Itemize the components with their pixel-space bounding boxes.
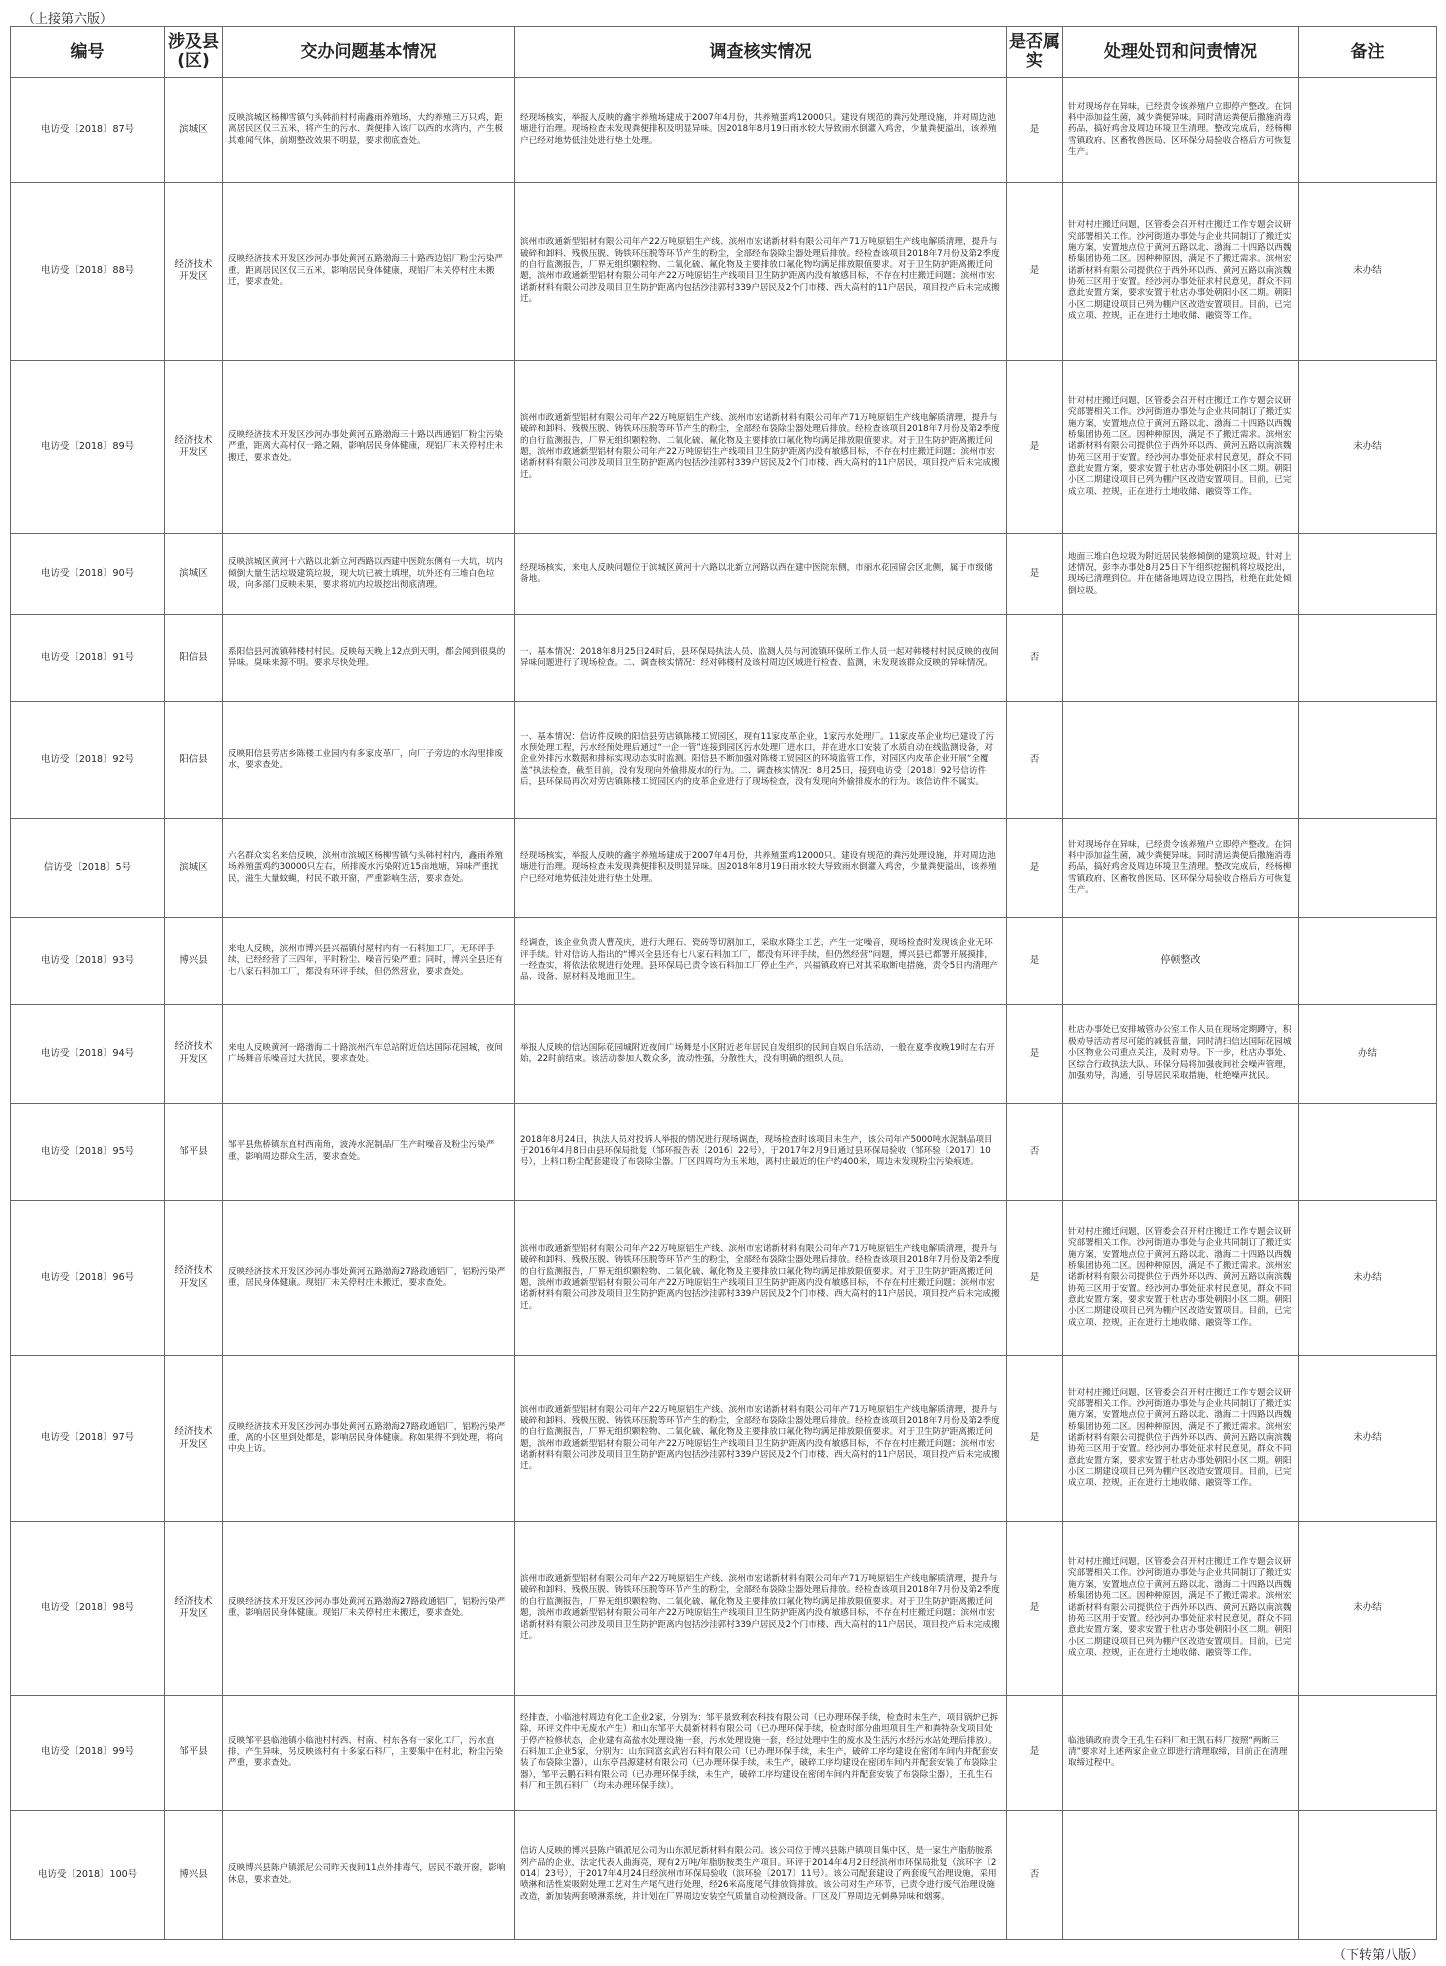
case-id: 电访受〔2018〕98号 — [11, 1521, 165, 1695]
col-header-remark: 备注 — [1299, 27, 1437, 78]
county: 滨城区 — [165, 78, 223, 183]
investigation-text: 一、基本情况：2018年8月25日24时后，县环保局执法人员、监测人员与河流镇环保所工作人员一起对韩楼村村民反映的夜间异味问题进行了现场检查。二、调查核实情况：经对韩楼村及该村周边区域进行检查、监测，未发现该群众反映的异味情况。 — [515, 615, 1007, 702]
case-id: 电访受〔2018〕100号 — [11, 1810, 165, 1939]
handling-text: 针对村庄搬迁问题，区管委会召开村庄搬迁工作专题会议研究部署相关工作。沙河街道办事处与企业共同制订了搬迁实施方案，安置地点位于黄河五路以北、渤海二十四路以西魏桥集团协苑二区。因种种原因，满足不了搬迁需求。滨州宏诺新材料有限公司提供位于西外环以西、黄河五路以南滨魏协苑三区用于安置。经沙河办事处征求村民意见，群众不同意此安置方案，要求安置于杜店办事处朝阳小区二期。朝阳小区二期建设项目已列为棚户区改造安置项目。目前，已完成立项、控规，正在进行土地收储、融资等工作。 — [1063, 1200, 1299, 1356]
investigation-text: 2018年8月24日，执法人员对投诉人举报的情况进行现场调查，现场检查时该项目未生产，该公司年产5000吨水泥制品项目于2016年4月8日由县环保局批复（邹环报告表〔2016〕22号），于2017年2月9日通过县环保局验收（邹环验〔2017〕10号），上料口粉尘配套建设了布袋除尘器。厂区四周均为玉米地，离村庄最近的住户约400米，周边未发现粉尘污染痕迹。 — [515, 1103, 1007, 1200]
col-header-id: 编号 — [11, 27, 165, 78]
handling-text — [1063, 701, 1299, 818]
county: 滨城区 — [165, 819, 223, 918]
investigation-text: 举报人反映的信达国际花园城附近夜间广场舞是小区附近老年居民自发组织的民间自娱自乐活动，一般在夏季夜晚19时左右开始，22时前结束。该活动参加人数众多，流动性强，分散性大，没有明确的组织人员。 — [515, 1004, 1007, 1103]
remark — [1299, 78, 1437, 183]
problem-text: 反映经济技术开发区沙河办事处黄河五路渤海27路政通铝厂，铝粉污染严重，离的小区里到处都是，影响居民身体健康。称如果得不到处理，将向中央上访。 — [223, 1356, 515, 1522]
county: 经济技术开发区 — [165, 1356, 223, 1522]
case-id: 电访受〔2018〕93号 — [11, 918, 165, 1005]
remark — [1299, 615, 1437, 702]
table-row — [11, 1103, 1437, 1200]
problem-text: 系阳信县河流镇韩楼村村民。反映每天晚上12点到天明，都会闻到很臭的异味。臭味来源不明。要求尽快处理。 — [223, 615, 515, 702]
problem-text: 反映经济技术开发区沙河办事处黄河五路渤海三十路西边铝厂粉尘污染严重，距离居民区仅三五米，影响居民身体健康，现铝厂未关停村庄未搬迁，要求查处。 — [223, 183, 515, 361]
verified-flag: 是 — [1007, 918, 1063, 1005]
verified-flag: 否 — [1007, 1103, 1063, 1200]
verified-flag: 是 — [1007, 183, 1063, 361]
table-row — [11, 615, 1437, 702]
county: 邹平县 — [165, 1695, 223, 1810]
table-row — [11, 1695, 1437, 1810]
verified-flag: 是 — [1007, 534, 1063, 615]
remark: 未办结 — [1299, 360, 1437, 534]
problem-text: 反映滨城区杨柳雪镇勺头韩前村村南鑫雨养殖场，大约养殖三万只鸡，距离居民区仅三五米，将产生的污水、粪便排入该厂以西的水湾内，产生极其难闻气体，前期整改效果不明显，要求彻底查处。 — [223, 78, 515, 183]
verified-flag: 是 — [1007, 360, 1063, 534]
case-id: 电访受〔2018〕90号 — [11, 534, 165, 615]
continued-to-note: （下转第八版） — [1332, 1948, 1424, 1963]
investigation-text: 经排查，小临池村周边有化工企业2家，分别为：邹平景致利农科技有限公司（已办理环保手续，检查时未生产，项目锅炉已拆除，环评文件中无废水产生）和山东邹平大晨新材料有限公司（已办理环保手续，检查时部分曲坦项目生产和粪特杂戈项目处于停产检修状态，企业建有高盐水处理设施一套，污水处理设施一套，经过处理中生的废水及生活污水经污水站处理后排放）。石料加工企业5家，分别为：山东同富玄武岩石料有限公司（已办理环保手续，未生产，破碎工序均建设在密闭车间内并配套安装了布袋除尘器），山东亭昌源建材有限公司（已办理环保手续，未生产，破碎工序均建设在密闭车间内并配套安装了布袋除尘器），邹平云鹏石料有限公司（已办理环保手续，未生产，破碎工序均建设在密闭车间内并配套安装了布袋除尘器），王孔生石料厂和王凯石料厂（均未办理环保手续）。 — [515, 1695, 1007, 1810]
problem-text: 反映经济技术开发区沙河办事处黄河五路渤海27路政通铝厂，铝粉污染严重，居民身体健康。现铝厂未关停村庄未搬迁，要求查处。 — [223, 1200, 515, 1356]
investigation-text: 经调查，该企业负责人曹茂庆，进行大理石、瓷砖等切割加工，采取水降尘工艺，产生一定噪音，现场检查时发现该企业无环评手续。针对信访人指出的“博兴全县还有七八家石料加工厂，都没有环评手续，但仍然经营”问题，博兴县已都署开展摸排，一经查实，将依法依规进行处理。县环保局已责令该石料加工厂停止生产，兴福镇政府已对其采取断电措施，责令5日内清理产品、设备、原材料及地面卫生。 — [515, 918, 1007, 1005]
handling-text: 针对村庄搬迁问题，区管委会召开村庄搬迁工作专题会议研究部署相关工作。沙河街道办事处与企业共同制订了搬迁实施方案，安置地点位于黄河五路以北、渤海二十四路以西魏桥集团协苑二区。因种种原因，满足不了搬迁需求。滨州宏诺新材料有限公司提供位于西外环以西、黄河五路以南滨魏协苑三区用于安置。经沙河办事处征求村民意见，群众不同意此安置方案，要求安置于杜店办事处朝阳小区二期。朝阳小区二期建设项目已列为棚户区改造安置项目。目前，已完成立项、控规，正在进行土地收储、融资等工作。 — [1063, 1356, 1299, 1522]
table-row — [11, 78, 1437, 183]
col-header-verified: 是否属实 — [1007, 27, 1063, 78]
table-row — [11, 1521, 1437, 1695]
handling-text — [1063, 1810, 1299, 1939]
verified-flag: 是 — [1007, 1200, 1063, 1356]
remark: 未办结 — [1299, 1356, 1437, 1522]
problem-text: 来电人反映黄河一路渤海二十路滨州汽车总站附近信达国际花园城，夜间广场舞音乐噪音过大扰民，要求查处。 — [223, 1004, 515, 1103]
verified-flag: 是 — [1007, 819, 1063, 918]
county: 邹平县 — [165, 1103, 223, 1200]
verified-flag: 是 — [1007, 1521, 1063, 1695]
table-row — [11, 1356, 1437, 1522]
case-id: 电访受〔2018〕92号 — [11, 701, 165, 818]
case-id: 电访受〔2018〕87号 — [11, 78, 165, 183]
remark — [1299, 918, 1437, 1005]
remark — [1299, 534, 1437, 615]
case-id: 信访受〔2018〕5号 — [11, 819, 165, 918]
investigation-text: 信访人反映的博兴县陈户镇派尼公司为山东派尼新材料有限公司。该公司位于博兴县陈户镇项目集中区，是一家生产脂肪胺系列产品的企业，法定代表人曲海亮，现有2万吨/年脂肪胺类生产项目。环评于2014年4月2日经滨州市环保局批复（滨环字〔2014〕23号），于2017年4月24日经滨州市环保局验收（滨环验〔2017〕11号）。该公司配套建设了两套废气治理设施，采用喷淋和活性炭吸附处理工艺对生产尾气进行处理，经26米高度尾气排放筒排放。该公司对生产环节，已责令进行废气治理设施改造，新加装两套喷淋系统，并计划在厂界周边安装空气质量自动检测设备。厂区及厂界周边无刺鼻异味和烟雾。 — [515, 1810, 1007, 1939]
investigation-text: 滨州市政通新型铝材有限公司年产22万吨原铝生产线、滨州市宏诺新材料有限公司年产71万吨原铝生产线电解质清理，提升与破碎和卸料、残极压脱、铸铁环压脱等环节产生的粉尘，全部经布袋除尘器处理后排放。经检查该项目2018年7月份及第2季度的自行监测报告，厂界无组织颗粒物、二氧化硫、氟化物及主要排放口氟化物均满足排放限值要求。对于卫生防护距离搬迁问题，滨州市政通新型铝材有限公司年产22万吨原铝生产线项目卫生防护距离内没有敏感目标，不存在村庄搬迁问题；滨州市宏诺新材料有限公司涉及项目卫生防护距离内包括沙洼郭村339户居民及2个门市楼、西大高村的11户居民，项目投产后未完成搬迁。 — [515, 183, 1007, 361]
case-id: 电访受〔2018〕94号 — [11, 1004, 165, 1103]
verified-flag: 是 — [1007, 78, 1063, 183]
table-row — [11, 360, 1437, 534]
problem-text: 来电人反映，滨州市博兴县兴福镇付屋村内有一石料加工厂，无环评手续，已经经营了三四年，平时粉尘、噪音污染严重；同时，博兴全县还有七八家石料加工厂，都没有环评手续，但仍然营业，要求查处。 — [223, 918, 515, 1005]
handling-text — [1063, 615, 1299, 702]
table-header-row — [11, 27, 1437, 78]
verified-flag: 否 — [1007, 615, 1063, 702]
table-row — [11, 1004, 1437, 1103]
county: 滨城区 — [165, 534, 223, 615]
county: 博兴县 — [165, 1810, 223, 1939]
handling-text: 临池镇政府责令王孔生石料厂和王凯石料厂按照“两断三清”要求对上述两家企业立即进行清理取缔，目前正在清理取缔过程中。 — [1063, 1695, 1299, 1810]
investigation-text: 滨州市政通新型铝材有限公司年产22万吨原铝生产线、滨州市宏诺新材料有限公司年产71万吨原铝生产线电解质清理，提升与破碎和卸料、残极压脱、铸铁环压脱等环节产生的粉尘，全部经布袋除尘器处理后排放。经检查该项目2018年7月份及第2季度的自行监测报告，厂界无组织颗粒物、二氧化硫、氟化物及主要排放口氟化物均满足排放限值要求。对于卫生防护距离搬迁问题，滨州市政通新型铝材有限公司年产22万吨原铝生产线项目卫生防护距离内没有敏感目标，不存在村庄搬迁问题；滨州市宏诺新材料有限公司涉及项目卫生防护距离内包括沙洼郭村339户居民及2个门市楼、西大高村的11户居民，项目投产后未完成搬迁。 — [515, 1356, 1007, 1522]
county: 经济技术开发区 — [165, 1200, 223, 1356]
problem-text: 反映滨城区黄河十六路以北新立河西路以西建中医院东侧有一大坑，坑内倾倒大量生活垃圾建筑垃圾，现大坑已被土填埋，坑外还有三堆白色垃圾，向多部门反映未果，要求将坑内垃圾挖出彻底清理。 — [223, 534, 515, 615]
handling-text: 地面三堆白色垃圾为附近居民装修倾倒的建筑垃圾。针对上述情况，彭李办事处8月25日下午组织挖掘机将垃圾挖出，现场已清理到位。并在储备地周边设立围挡，杜绝在此处倾倒垃圾。 — [1063, 534, 1299, 615]
remark: 未办结 — [1299, 1521, 1437, 1695]
investigation-text: 经现场核实，举报人反映的鑫宇养殖场建成于2007年4月份，共养殖蛋鸡12000只。建设有规范的粪污处理设施，并对周边池塘进行治理。现场检查未发现粪便排积及明显异味。因2018年8月19日雨水较大导致雨水倒灌入鸡舍，少量粪便溢出，该养殖户已经对地势低洼处进行垫土处理。 — [515, 819, 1007, 918]
handling-text: 停顿整改 — [1063, 918, 1299, 1005]
verified-flag: 否 — [1007, 701, 1063, 818]
investigation-text: 经现场核实，来电人反映问题位于滨城区黄河十六路以北新立河路以西在建中医院东侧，市丽水花园留会区北侧，属于市级储备地。 — [515, 534, 1007, 615]
handling-text: 针对现场存在异味，已经责令该养殖户立即停产整改。在饲料中添加益生菌，减少粪便异味。同时清运粪便后撒施消毒药品，搞好鸡舍及周边环境卫生清理。整改完成后，经杨柳雪镇政府、区畜牧兽医局、区环保分局验收合格后方可恢复生产。 — [1063, 819, 1299, 918]
case-id: 电访受〔2018〕96号 — [11, 1200, 165, 1356]
case-id: 电访受〔2018〕88号 — [11, 183, 165, 361]
problem-text: 反映博兴县陈户镇派尼公司昨天夜间11点外排毒气，居民不敢开窗，影响休息，要求查处。 — [223, 1810, 515, 1939]
investigation-text: 经现场核实，举报人反映的鑫宇养殖场建成于2007年4月份，共养殖蛋鸡12000只。建设有规范的粪污处理设施，并对周边池塘进行治理。现场检查未发现粪便排积及明显异味。因2018年8月19日雨水较大导致雨水倒灌入鸡舍，少量粪便溢出，该养殖户已经对地势低洼处进行垫土处理。 — [515, 78, 1007, 183]
county: 博兴县 — [165, 918, 223, 1005]
table-row — [11, 701, 1437, 818]
table-row — [11, 918, 1437, 1005]
continued-from-note: （上接第六版） — [22, 12, 114, 27]
county: 经济技术开发区 — [165, 1521, 223, 1695]
verified-flag: 是 — [1007, 1695, 1063, 1810]
case-id: 电访受〔2018〕99号 — [11, 1695, 165, 1810]
handling-text: 针对村庄搬迁问题，区管委会召开村庄搬迁工作专题会议研究部署相关工作。沙河街道办事处与企业共同制订了搬迁实施方案，安置地点位于黄河五路以北、渤海二十四路以西魏桥集团协苑二区。因种种原因，满足不了搬迁需求。滨州宏诺新材料有限公司提供位于西外环以西、黄河五路以南滨魏协苑三区用于安置。经沙河办事处征求村民意见，群众不同意此安置方案，要求安置于杜店办事处朝阳小区二期。朝阳小区二期建设项目已列为棚户区改造安置项目。目前，已完成立项、控规，正在进行土地收储、融资等工作。 — [1063, 183, 1299, 361]
problem-text: 邹平县焦桥镇东直村西南角，波涛水泥制品厂生产时噪音及粉尘污染严重，影响周边群众生活，要求查处。 — [223, 1103, 515, 1200]
col-header-investigation: 调查核实情况 — [515, 27, 1007, 78]
investigation-text: 一、基本情况：信访件反映的阳信县劳店镇陈楼工贸园区，现有11家皮革企业，1家污水处理厂。11家皮革企业均已建设了污水预处理工程，污水经预处理后通过“一企一管”连接到园区污水处理厂进水口，并在进水口安装了水质自动在线监测设备，对企业外排污水数据和排标实现动态实时监测。阳信县不断加强对陈楼工贸园区的环境监管工作，对园区内皮革企业开展“全覆盖”执法检查，截至目前，没有发现向外偷排废水的行为。二、调查核实情况：8月25日，接到电访受〔2018〕92号信访件后，县环保局再次对劳店镇陈楼工贸园区内的皮革企业进行了现场检查，没有发现向外偷排废水的行为。该信访件不属实。 — [515, 701, 1007, 818]
col-header-problem: 交办问题基本情况 — [223, 27, 515, 78]
remark — [1299, 1810, 1437, 1939]
handling-text — [1063, 1103, 1299, 1200]
col-header-county: 涉及县(区) — [165, 27, 223, 78]
table-row — [11, 534, 1437, 615]
remark: 办结 — [1299, 1004, 1437, 1103]
case-id: 电访受〔2018〕97号 — [11, 1356, 165, 1522]
investigation-text: 滨州市政通新型铝材有限公司年产22万吨原铝生产线、滨州市宏诺新材料有限公司年产71万吨原铝生产线电解质清理，提升与破碎和卸料、残极压脱、铸铁环压脱等环节产生的粉尘，全部经布袋除尘器处理后排放。经检查该项目2018年7月份及第2季度的自行监测报告，厂界无组织颗粒物、二氧化硫、氟化物及主要排放口氟化物均满足排放限值要求。对于卫生防护距离搬迁问题，滨州市政通新型铝材有限公司年产22万吨原铝生产线项目卫生防护距离内没有敏感目标，不存在村庄搬迁问题；滨州市宏诺新材料有限公司涉及项目卫生防护距离内包括沙洼郭村339户居民及2个门市楼、西大高村的11户居民，项目投产后未完成搬迁。 — [515, 360, 1007, 534]
table-row — [11, 819, 1437, 918]
handling-text: 针对村庄搬迁问题，区管委会召开村庄搬迁工作专题会议研究部署相关工作。沙河街道办事处与企业共同制订了搬迁实施方案，安置地点位于黄河五路以北、渤海二十四路以西魏桥集团协苑二区。因种种原因，满足不了搬迁需求。滨州宏诺新材料有限公司提供位于西外环以西、黄河五路以南滨魏协苑三区用于安置。经沙河办事处征求村民意见，群众不同意此安置方案，要求安置于杜店办事处朝阳小区二期。朝阳小区二期建设项目已列为棚户区改造安置项目。目前，已完成立项、控规，正在进行土地收储、融资等工作。 — [1063, 360, 1299, 534]
investigation-text: 滨州市政通新型铝材有限公司年产22万吨原铝生产线、滨州市宏诺新材料有限公司年产71万吨原铝生产线电解质清理，提升与破碎和卸料、残极压脱、铸铁环压脱等环节产生的粉尘，全部经布袋除尘器处理后排放。经检查该项目2018年7月份及第2季度的自行监测报告，厂界无组织颗粒物、二氧化硫、氟化物及主要排放口氟化物均满足排放限值要求。对于卫生防护距离搬迁问题，滨州市政通新型铝材有限公司年产22万吨原铝生产线项目卫生防护距离内没有敏感目标，不存在村庄搬迁问题；滨州市宏诺新材料有限公司涉及项目卫生防护距离内包括沙洼郭村339户居民及2个门市楼、西大高村的11户居民，项目投产后未完成搬迁。 — [515, 1521, 1007, 1695]
remark: 未办结 — [1299, 1200, 1437, 1356]
remark — [1299, 1695, 1437, 1810]
case-id: 电访受〔2018〕95号 — [11, 1103, 165, 1200]
problem-text: 反映经济技术开发区沙河办事处黄河五路渤海27路政通铝厂，铝粉污染严重，影响居民身体健康。现铝厂未关停村庄未搬迁，要求查处。 — [223, 1521, 515, 1695]
county: 经济技术开发区 — [165, 360, 223, 534]
problem-text: 反映经济技术开发区沙河办事处黄河五路渤海三十路以西通铝厂粉尘污染严重，距离大高村仅一路之隔，影响居民身体健康，现铝厂未关停村庄未搬迁，要求查处。 — [223, 360, 515, 534]
col-header-handling: 处理处罚和问责情况 — [1063, 27, 1299, 78]
remark: 未办结 — [1299, 183, 1437, 361]
handling-text: 杜店办事处已安排城管办公室工作人员在现场定期蹲守，积极劝导活动者尽可能的减低音量，同时清扫信达国际花园城小区物业公司重点关注，及时劝导。下一步，杜店办事处、区综合行政执法大队、环保分局将加强夜间社会噪声管理，加强劝导，沟通，引导居民采取措施，杜绝噪声扰民。 — [1063, 1004, 1299, 1103]
handling-text: 针对村庄搬迁问题，区管委会召开村庄搬迁工作专题会议研究部署相关工作。沙河街道办事处与企业共同制订了搬迁实施方案，安置地点位于黄河五路以北、渤海二十四路以西魏桥集团协苑二区。因种种原因，满足不了搬迁需求。滨州宏诺新材料有限公司提供位于西外环以西、黄河五路以南滨魏协苑三区用于安置。经沙河办事处征求村民意见，群众不同意此安置方案，要求安置于杜店办事处朝阳小区二期。朝阳小区二期建设项目已列为棚户区改造安置项目。目前，已完成立项、控规，正在进行土地收储、融资等工作。 — [1063, 1521, 1299, 1695]
verified-flag: 是 — [1007, 1004, 1063, 1103]
table-row — [11, 183, 1437, 361]
table-row — [11, 1200, 1437, 1356]
county: 经济技术开发区 — [165, 183, 223, 361]
table-row — [11, 1810, 1437, 1939]
complaint-table — [10, 26, 1437, 1940]
investigation-text: 滨州市政通新型铝材有限公司年产22万吨原铝生产线、滨州市宏诺新材料有限公司年产71万吨原铝生产线电解质清理，提升与破碎和卸料、残极压脱、铸铁环压脱等环节产生的粉尘，全部经布袋除尘器处理后排放。经检查该项目2018年7月份及第2季度的自行监测报告，厂界无组织颗粒物、二氧化硫、氟化物及主要排放口氟化物均满足排放限值要求。对于卫生防护距离搬迁问题，滨州市政通新型铝材有限公司年产22万吨原铝生产线项目卫生防护距离内没有敏感目标，不存在村庄搬迁问题；滨州市宏诺新材料有限公司涉及项目卫生防护距离内包括沙洼郭村339户居民及2个门市楼、西大高村的11户居民，项目投产后未完成搬迁。 — [515, 1200, 1007, 1356]
county: 阳信县 — [165, 615, 223, 702]
case-id: 电访受〔2018〕91号 — [11, 615, 165, 702]
county: 阳信县 — [165, 701, 223, 818]
remark — [1299, 819, 1437, 918]
remark — [1299, 701, 1437, 818]
handling-text: 针对现场存在异味，已经责令该养殖户立即停产整改。在饲料中添加益生菌，减少粪便异味。同时清运粪便后撒施消毒药品，搞好鸡舍及周边环境卫生清理。整改完成后，经杨柳雪镇政府、区畜牧兽医局、区环保分局验收合格后方可恢复生产。 — [1063, 78, 1299, 183]
remark — [1299, 1103, 1437, 1200]
problem-text: 六名群众实名来信反映，滨州市滨城区杨柳雪镇勺头韩村村内，鑫雨养殖场养殖蛋鸡约30000只左右，所排废水污染附近15亩地塘，异味严重扰民，滋生大量蚊蝇，村民不敢开窗，严重影响生活，要求查处。 — [223, 819, 515, 918]
county: 经济技术开发区 — [165, 1004, 223, 1103]
problem-text: 反映阳信县劳店乡陈楼工业园内有多家皮革厂，向厂子旁边的水沟里排废水，要求查处。 — [223, 701, 515, 818]
problem-text: 反映邹平县临池镇小临池村村西、村南、村东各有一家化工厂，污水直排，产生异味，另反映该村有十多家石料厂，主要集中在村北，粉尘污染严重，要求查处。 — [223, 1695, 515, 1810]
case-id: 电访受〔2018〕89号 — [11, 360, 165, 534]
verified-flag: 否 — [1007, 1810, 1063, 1939]
verified-flag: 是 — [1007, 1356, 1063, 1522]
